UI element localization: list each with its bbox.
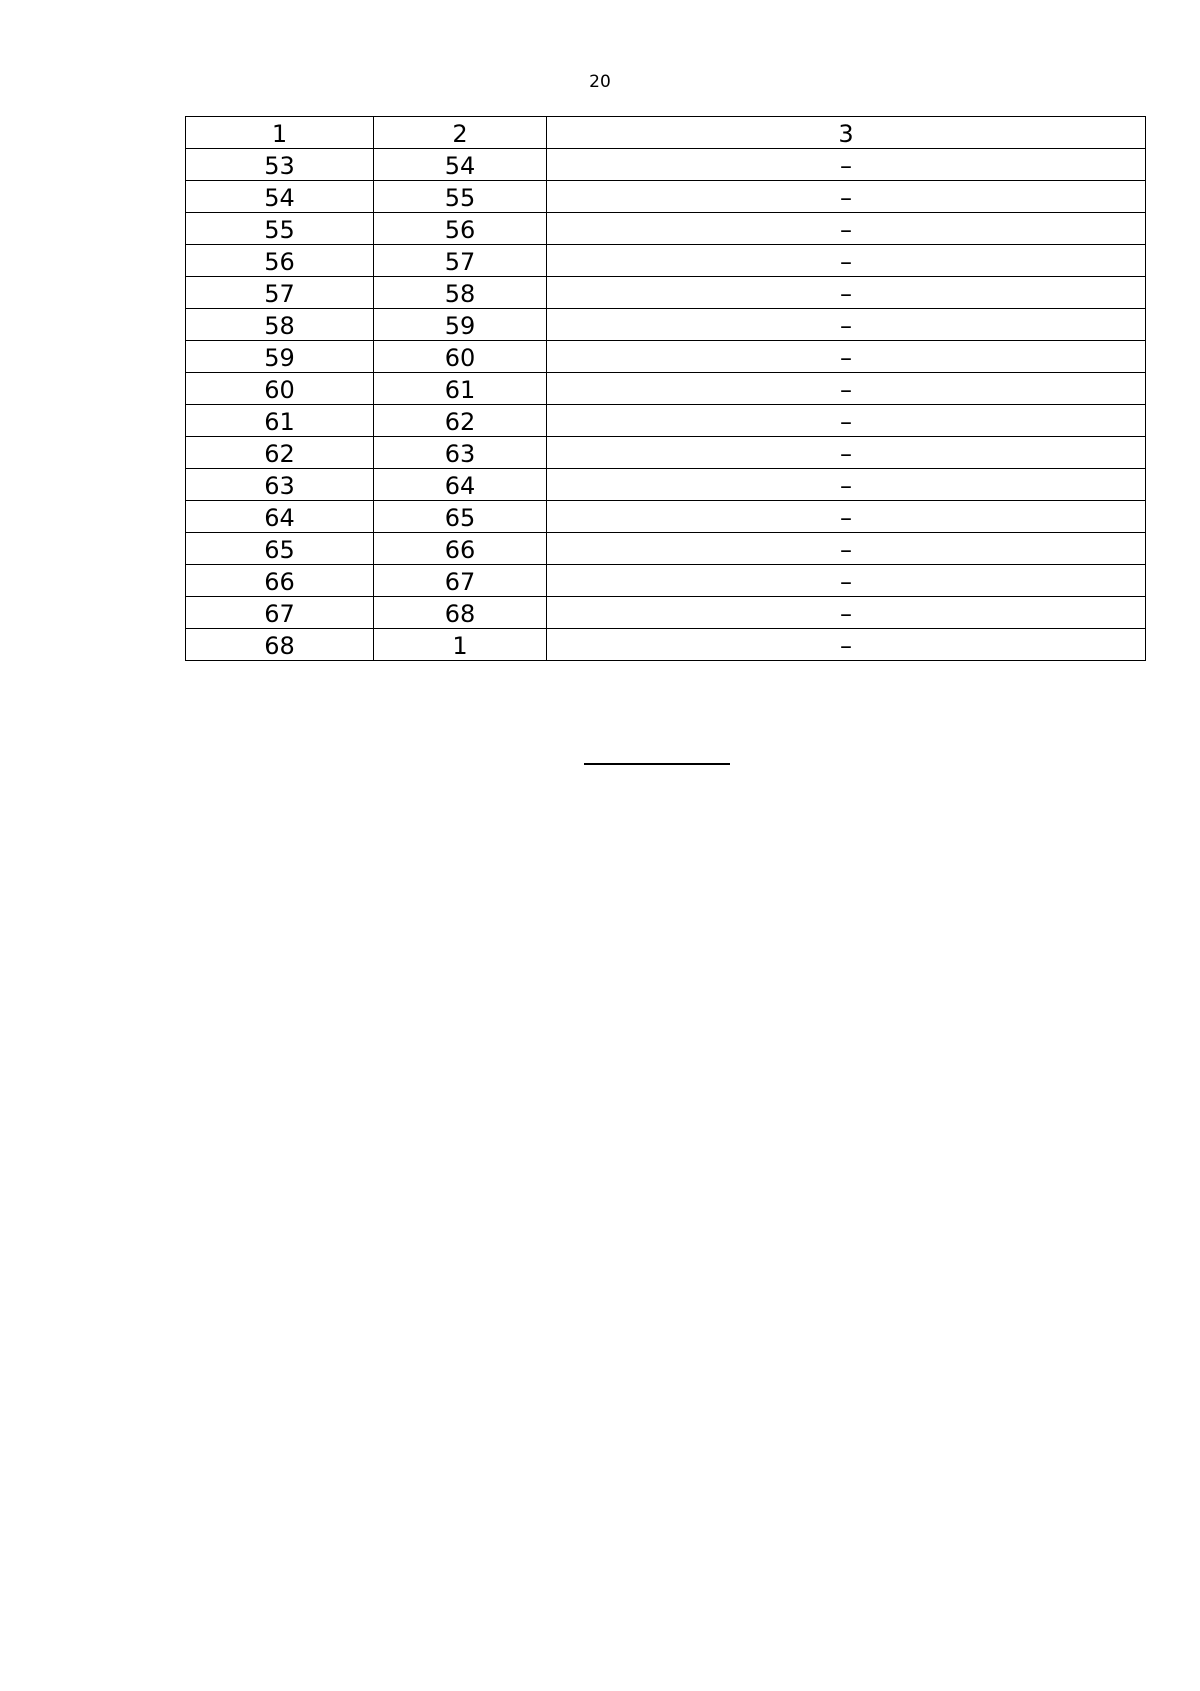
table-cell: 66	[186, 565, 374, 597]
table-cell: –	[547, 149, 1146, 181]
table-cell: –	[547, 437, 1146, 469]
table-body	[186, 117, 1146, 661]
table-cell: 62	[374, 405, 547, 437]
table-row	[186, 149, 1146, 181]
table-cell: 63	[186, 469, 374, 501]
table-row	[186, 245, 1146, 277]
table-row	[186, 277, 1146, 309]
table-row	[186, 533, 1146, 565]
table-cell: 57	[374, 245, 547, 277]
table-cell: 61	[374, 373, 547, 405]
table-cell: 64	[186, 501, 374, 533]
table-cell: 64	[374, 469, 547, 501]
table-cell: 68	[374, 597, 547, 629]
end-rule	[584, 763, 730, 765]
table-cell: 58	[374, 277, 547, 309]
table-cell: –	[547, 597, 1146, 629]
table-cell: –	[547, 629, 1146, 661]
table-row	[186, 501, 1146, 533]
table-cell: 67	[186, 597, 374, 629]
table-row	[186, 597, 1146, 629]
data-table	[185, 116, 1146, 661]
table-cell: –	[547, 277, 1146, 309]
table-cell: 60	[186, 373, 374, 405]
table-cell: 53	[186, 149, 374, 181]
table-cell: 65	[186, 533, 374, 565]
table-cell: –	[547, 405, 1146, 437]
table-cell: 54	[374, 149, 547, 181]
table-row	[186, 373, 1146, 405]
table-cell: 60	[374, 341, 547, 373]
table-cell: 67	[374, 565, 547, 597]
table-cell: 55	[186, 213, 374, 245]
page-number: 20	[589, 72, 611, 92]
table-header-row	[186, 117, 1146, 149]
table-cell: 65	[374, 501, 547, 533]
table-cell: 68	[186, 629, 374, 661]
table-cell: 55	[374, 181, 547, 213]
table-cell: 56	[374, 213, 547, 245]
table-row	[186, 469, 1146, 501]
table-cell: –	[547, 213, 1146, 245]
table-cell: –	[547, 469, 1146, 501]
table-cell: 59	[374, 309, 547, 341]
column-header-1: 1	[186, 117, 374, 149]
table-cell: 62	[186, 437, 374, 469]
table-cell: –	[547, 533, 1146, 565]
table-cell: –	[547, 341, 1146, 373]
table-row	[186, 565, 1146, 597]
table-row	[186, 629, 1146, 661]
table-cell: 63	[374, 437, 547, 469]
table-cell: 56	[186, 245, 374, 277]
table-row	[186, 437, 1146, 469]
table-row	[186, 405, 1146, 437]
table-cell: 57	[186, 277, 374, 309]
table-cell: 59	[186, 341, 374, 373]
column-header-2: 2	[374, 117, 547, 149]
table-cell: 54	[186, 181, 374, 213]
table-row	[186, 181, 1146, 213]
table-cell: 58	[186, 309, 374, 341]
table-cell: 66	[374, 533, 547, 565]
table-row	[186, 309, 1146, 341]
table-cell: –	[547, 309, 1146, 341]
table-cell: –	[547, 245, 1146, 277]
table-row	[186, 213, 1146, 245]
table-cell: 61	[186, 405, 374, 437]
table-row	[186, 341, 1146, 373]
table-cell: –	[547, 373, 1146, 405]
column-header-3: 3	[547, 117, 1146, 149]
table-cell: –	[547, 565, 1146, 597]
table-cell: –	[547, 181, 1146, 213]
table-cell: 1	[374, 629, 547, 661]
table-cell: –	[547, 501, 1146, 533]
